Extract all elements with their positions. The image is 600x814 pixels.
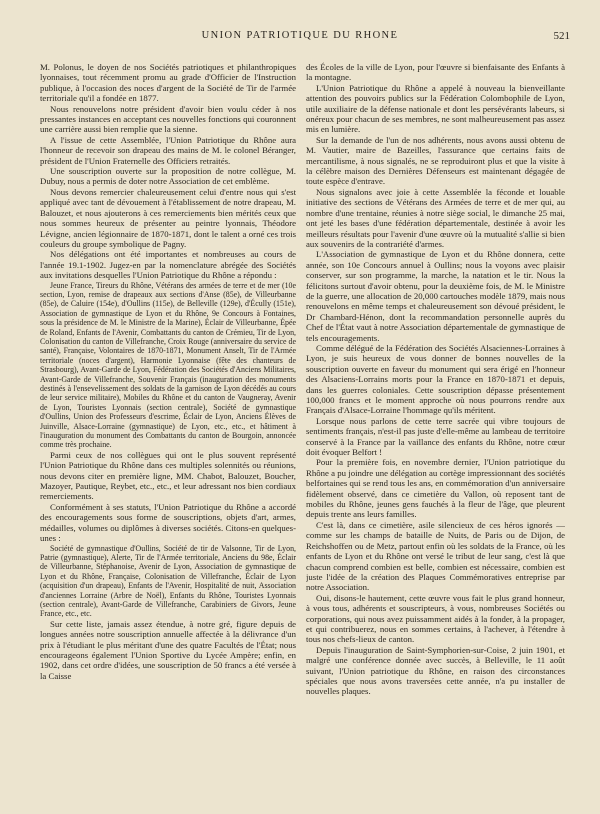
- paragraph: A l'issue de cette Assemblée, l'Union Patriotique du Rhône aura l'honneur de recevoir son drapeau des mains de M. le colonel Béranger, président de l'Union Fraternelle des Officiers retraités.: [40, 134, 296, 166]
- paragraph: Sur la demande de l'un de nos adhérents, nous avons aussi obtenu de M. Vautier, maire de Bazeilles, l'assurance que certains faits de mercantilisme, à nous signalés, ne se reproduiront plus et que la visite à la célèbre maison des Dernières Défenseurs est maintenant dégagée de toute espèce d'entrave.: [306, 134, 565, 187]
- paragraph: Sur cette liste, jamais assez étendue, à notre gré, figure depuis de longues années notre souscription annuelle affectée à la délivrance d'un prix à l'étudiant le plus méritant d'une des quatre Facultés de l'État; nous encourageons également l'Union Sportive du Lycée Ampère; enfin, en 1902, dans cet ordre d'idées, une souscription de 50 francs a été versée à la Caisse: [40, 618, 296, 681]
- right-column: [306, 62, 565, 797]
- society-list: Jeune France, Tireurs du Rhône, Vétérans des armées de terre et de mer (10e section, Lyon, remise de drapeaux aux sections d'Anse (85e), de Villeurbanne (85e), de Caluire (154e), d'Oullins (115e), de Belleville (129e), d'Écully (151e), Association de gymnastique de Lyon et du Rhône, 9e Concours à Fontaines, sous la présidence de M. le Ministre de la Marine), Éclair de Villeurbanne, Épée de Roland, Enfants de l'Avenir, Combattants du canton de Crémieu, Tir de Lyon, Colonisation du canton de Villefranche, Croix Rouge (anniversaire du service de santé), Française, Volontaires de 1870-1871, Monument Anselt, Tir de l'Armée territoriale (noces d'argent), Harmonie Lyonnaise (fête des chanteurs de Strasbourg), Avant-Garde de Lyon, Fédération des Sociétés d'Anciens Militaires, Avant-Garde de Villefranche, Souvenir Français (inauguration des monuments destinés à l'ensevelissement des soldats de la garnison de Lyon décédés au cours de leur service militaire), Mobiles du Rhône et du canton de Vaugneray, Avenir de Lyon, Touristes Lyonnais (section centrale), Société de gymnastique d'Oullins, Union des Professeurs d'escrime, Éclair de Lyon, Anciens Élèves de Juinville, Alsace-Lorraine (gymnastique) de Lyon, etc., etc., et hâtiment à l'inauguration du monument des Combattants du canton de Bourgoin, annoncée comme très prochaine.: [40, 280, 296, 450]
- paragraph: Une souscription ouverte sur la proposition de notre collègue, M. Dubuy, nous a permis de doter notre Association de cet emblème.: [40, 166, 296, 187]
- paragraph: Nos délégations ont été importantes et nombreuses au cours de l'année 19.1-1902. Jugez-en par la nomenclature abrégée des Sociétés aux invitations desquelles l'Union Patriotique du Rhône a répondu :: [40, 249, 296, 281]
- paragraph: L'Union Patriotique du Rhône a appelé à nouveau la bienveillante attention des pouvoirs publics sur la Fédération Colombophile de Lyon, utile auxiliaire de la défense nationale et dont les persévérants labeurs, si onéreux pour chacun de ses membres, ne sont malheureusement pas assez mis en lumière.: [306, 82, 565, 135]
- paragraph: des Écoles de la ville de Lyon, pour l'œuvre si bienfaisante des Enfants à la montagne.: [306, 62, 565, 83]
- paragraph: Conformément à ses statuts, l'Union Patriotique du Rhône a accordé des encouragements sous forme de souscriptions, objets d'art, armes, médailles, volumes ou diplômes à diverses sociétés. Citons-en quelques-unes :: [40, 501, 296, 544]
- left-column: [40, 62, 296, 797]
- paragraph: Nous signalons avec joie à cette Assemblée la féconde et louable initiative des sections de Vétérans des Armées de terre et de mer qui, au nombre d'une trentaine, réunies à notre siège social, le dimanche 25 mai, ont jeté les bases d'une fédération départementale, destinée à avoir les meilleurs résultats pour l'avenir d'une œuvre où la mutualité s'allie si bien aux souvenirs de la contrariété d'armes.: [306, 186, 565, 249]
- running-title: UNION PATRIOTIQUE DU RHONE: [201, 30, 399, 41]
- page-number: 521: [553, 30, 570, 42]
- paragraph: Nous devons remercier chaleureusement celui d'entre nous qui s'est appliqué avec tant de dévouement à l'établissement de notre drapeau, M. Balouzet, et nous ajouterons à ces remerciements bien mérités ceux que nous sommes heureux de présenter au peintre lyonnais, Théodore Lévigne, ancien légionnaire de 1870-1871, dont le talent a orné ces trois couleurs du groupe symbolique de Pagny.: [40, 186, 296, 249]
- paragraph: Pour la première fois, en novembre dernier, l'Union patriotique du Rhône a pu joindre une délégation au cortège impressionnant des sociétés belfortaines qui se rend tous les ans, en commémoration d'un anniversaire fidèlement observé, dans ce cimetière du Vallon, où reposent tant de mobiles du Rhône, jeunes gens fauchés à la fleur de l'âge, que pleurent depuis trente ans leurs familles.: [306, 457, 565, 520]
- paragraph: Lorsque nous parlons de cette terre sacrée qui vibre toujours de sentiments français, n'est-il pas juste d'elle-même au lambeau de territoire conservé à la France par la vaillance des enfants du Rhône, notre cœur doit évoquer Belfort !: [306, 415, 565, 458]
- paragraph: Nous renouvelons notre président d'avoir bien voulu céder à nos pressantes instances en acceptant ces nouvelles fonctions qui couronnent une carrière aussi bien remplie que la sienne.: [40, 103, 296, 135]
- paragraph: Oui, disons-le hautement, cette œuvre vous fait le plus grand honneur, à vous tous, adhérents et souscripteurs, à vous, nombreuses Sociétés ou corporations, qui nous avez puissamment aidés à la fonder, à la propager, et qui contribuerez, nous en sommes certains, à l'achever, à l'étendre à tous nos chefs-lieux de canton.: [306, 592, 565, 645]
- paragraph: M. Polonus, le doyen de nos Sociétés patriotiques et philanthropiques lyonnaises, tout récemment promu au grade d'Officier de l'Instruction publique, à l'occasion des noces d'argent de la Société de Tir de l'armée territoriale qu'il a fondée en 1877.: [40, 62, 296, 104]
- paragraph: Comme délégué de la Fédération des Sociétés Alsaciennes-Lorraines à Lyon, je suis heureux de vous donner de bonnes nouvelles de la souscription ouverte en faveur du monument qui sera érigé en l'honneur des Alsaciens-Lorrains morts pour la France en 1870-1871 et depuis, dans les guerres coloniales. Cette souscription dépasse présentement 100,000 francs et le moment approche où nous pourrons rendre aux Français d'Alsace-Lorraine l'hommage qu'ils méritent.: [306, 342, 565, 416]
- paragraph: Depuis l'inauguration de Saint-Symphorien-sur-Coise, 2 juin 1901, et malgré une conférence donnée avec succès, à Belleville, le 11 août suivant, l'Union patriotique du Rhône, en raison des circonstances spéciales que nous avons traversées cette année, n'a pu installer de nouvelles plaques.: [306, 644, 565, 697]
- paragraph: Parmi ceux de nos collègues qui ont le plus souvent représenté l'Union Patriotique du Rhône dans ces multiples solennités ou réunions, nous devons citer en première ligne, MM. Chabot, Balouzet, Boucher, Mazoyer, Pautique, Reybet, etc., etc., et leur adressant nos bien cordiaux remerciements.: [40, 449, 296, 502]
- paragraph: C'est là, dans ce cimetière, asile silencieux de ces héros ignorés — comme sur les champs de bataille de Nuits, de Paris ou de Dijon, de Reichshoffen ou de Metz, partout enfin où les soldats de la France, où les enfants de Lyon et du Rhône ont versé le tribut de leur sang, c'est là que chacun comprend combien est belle, combien est nécessaire, combien est juste l'idée de la création des Plaques Commémoratives entreprise par notre Association.: [306, 519, 565, 593]
- society-list: Société de gymnastique d'Oullins, Société de tir de Valsonne, Tir de Lyon, Patrie (gymnastique), Alerte, Tir de l'Armée territoriale, Anciens du 98e, Éclair de Villeurbanne, Stéphanoise, Avenir de Lyon, Association de gymnastique de Lyon et du Rhône, Française, Colonisation de Villefranche, Éclair de Lyon (acquisition d'un drapeau), Enfants de l'Avenir, Hospitalité de nuit, Association d'anciennes Lorraine (Arbre de Noël), Enfants du Rhône, Touristes Lyonnais (section centrale), Avant-Garde de Villefranche, Carabiniers de Givors, Jeune France, etc., etc.: [40, 543, 296, 619]
- running-header: [0, 30, 600, 44]
- paragraph: L'Association de gymnastique de Lyon et du Rhône donnera, cette année, son 10e Concours annuel à Oullins; nous la voyons avec plaisir conserver, sur son programme, la marche, la natation et le tir. Nous la félicitons surtout d'avoir obtenu, pour la deuxième fois, de M. le Ministre de la guerre, une allocation de 20,000 cartouches modèle 1879, mais nous renouvelons en même temps et chaleureusement son dévoué président, le Dr Chambard-Hénon, dont la recommandation personnelle auprès du Chef de l'État vaut à notre Association départementale de gymnastique de tels encouragements.: [306, 249, 565, 343]
